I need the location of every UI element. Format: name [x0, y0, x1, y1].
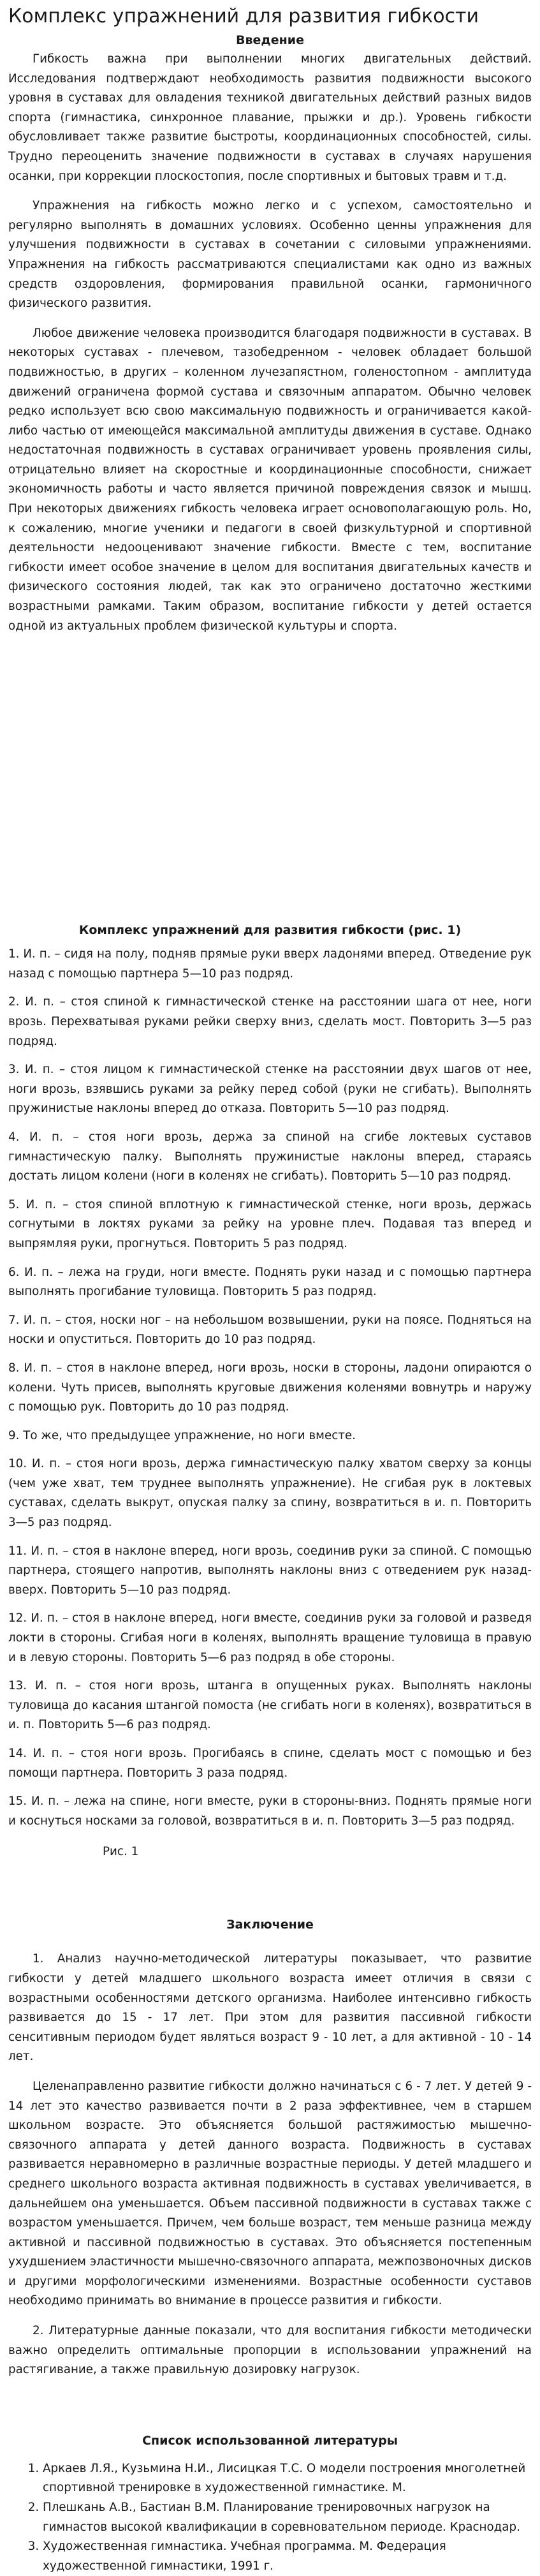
conclusion-heading: Заключение: [226, 1918, 314, 1932]
intro-heading: Введение: [236, 33, 304, 47]
exercise-item: 9. То же, что предыдущее упражнение, но ноги вместе.: [8, 1428, 356, 1442]
exercise-item: 2. И. п. – стоя спиной к гимнастической стенке на расстоянии шага от нее, ноги врозь. Перехватывая руками рейки сверху вниз, сделать мост. Повторить 3—5 раз подряд.: [8, 995, 532, 1048]
exercise-item: 1. И. п. – сидя на полу, подняв прямые руки вверх ладонями вперед. Отведение рук назад с помощью партнера 5—10 раз подряд.: [8, 947, 532, 981]
reference-item: 2. Плешкань А.В., Бастиан В.М. Планирование тренировочных нагрузок на гимнастов высокой квалификации в соревновательном периоде. Краснодар.: [43, 2498, 532, 2537]
exercise-item: 12. И. п. – стоя в наклоне вперед, ноги вместе, соединив руки за головой и разведя локти в стороны. Сгибая ноги в коленях, выполнять вращение туловища в правую и в левую стороны. Повторить 5—6 раз подряд в обе стороны.: [8, 1611, 532, 1664]
blank-space: [8, 646, 532, 921]
intro-paragraph-1: Гибкость важна при выполнении многих двигательных действий. Исследования подтверждают необходимость развития подвижности высокого уровня в суставах для овладения техникой двигательных действий разных видов спорта (гимнастика, синхронное плавание, прыжки и др.). Уровень гибкости обусловливает также развитие быстроты, координационных способностей, силы. Трудно переоценить значение подвижности в суставах в случаях нарушения осанки, при коррекции плоскостопия, после спортивных и бытовых травм и т.д.: [8, 52, 532, 183]
exercise-item: 3. И. п. – стоя лицом к гимнастической стенке на расстоянии двух шагов от нее, ноги врозь, взявшись руками за рейку перед собой (руки не сгибать). Выполнять пружинистые наклоны вперед до отказа. Повторить 5—10 раз подряд.: [8, 1063, 532, 1116]
figure-caption: Рис. 1: [103, 1845, 139, 1859]
references-list: [8, 2459, 532, 2576]
exercise-item: 15. И. п. – лежа на спине, ноги вместе, руки в стороны-вниз. Поднять прямые ноги и коснуться носками за головой, возвратиться в и. п. Повторить 3—5 раз подряд.: [8, 1795, 532, 1828]
references-heading: Список использованной литературы: [142, 2433, 398, 2448]
conclusion-paragraph-1: 1. Анализ научно-методической литературы показывает, что развитие гибкости у детей младшего школьного возраста имеет отличия в связи с возрастными особенностями детского организма. Наиболее интенсивно гибкость развивается до 15 - 17 лет. При этом для развития пассивной гибкости сенситивным периодом будет являться возраст 9 - 10 лет, а для активной - 10 - 14 лет.: [8, 1952, 532, 2064]
exercise-item: 5. И. п. – стоя спиной вплотную к гимнастической стенке, ноги врозь, держась согнутыми в локтях руками за рейку на уровне плеч. Подавая таз вперед и выпрямляя руки, прогнуться. Повторить 5 раз подряд.: [8, 1197, 532, 1250]
exercise-item: 11. И. п. – стоя в наклоне вперед, ноги врозь, соединив руки за спиной. С помощью партнера, стоящего напротив, выполнять наклоны вниз с отведением рук назад-вверх. Повторить 5—10 раз подряд.: [8, 1544, 532, 1597]
exercise-item: 10. И. п. – стоя ноги врозь, держа гимнастическую палку хватом сверху за концы (чем уже хват, тем труднее выполнять упражнение). Не сгибая рук в локтевых суставах, сделать выкрут, опуская палку за спину, возвратиться в и. п. Повторить 3—5 раз подряд.: [8, 1457, 532, 1530]
blank-space: [8, 2390, 532, 2431]
exercise-item: 6. И. п. – лежа на груди, ноги вместе. Поднять руки назад и с помощью партнера выполнять прогибание туловища. Повторить 5 раз подряд.: [8, 1265, 532, 1299]
exercise-item: 13. И. п. – стоя ноги врозь, штанга в опущенных руках. Выполнять наклоны туловища до касания штангой помоста (не сгибать ноги в коленях), возвратиться в и. п. Повторить 5—6 раз подряд.: [8, 1679, 532, 1732]
conclusion-paragraph-2: Целенаправленно развитие гибкости должно начинаться с 6 - 7 лет. У детей 9 - 14 лет это качество развивается почти в 2 раза эффективнее, чем в старшем школьном возрасте. Это объясняется большой растяжимостью мышечно-связочного аппарата у детей данного возраста. Подвижность в суставах развивается неравномерно в различные возрастные периоды. У детей младшего и среднего школьного возраста активная подвижность в суставах увеличивается, в дальнейшем она уменьшается. Объем пассивной подвижности в суставах также с возрастом уменьшается. Причем, чем больше возраст, тем меньше разница между активной и пассивной подвижностью в суставах. Это объясняется постепенным ухудшением эластичности мышечно-связочного аппарата, межпозвоночных дисков и другими морфологическими изменениями. Возрастные особенности суставов необходимо принимать во внимание в процессе развития и гибкости.: [8, 2079, 532, 2308]
exercise-item: 8. И. п. – стоя в наклоне вперед, ноги врозь, носки в стороны, ладони опираются о колени. Чуть присев, выполнять круговые движения коленями вовнутрь и наружу с помощью рук. Повторить до 10 раз подряд.: [8, 1361, 532, 1414]
intro-paragraph-2: Упражнения на гибкость можно легко и с успехом, самостоятельно и регулярно выполнять в домашних условиях. Особенно ценны упражнения для улучшения подвижности в суставах в сочетании с силовыми упражнениями. Упражнения на гибкость рассматриваются специалистами как одно из важных средств оздоровления, формирования правильной осанки, гармоничного физического развития.: [8, 199, 532, 311]
intro-paragraph-3: Любое движение человека производится благодаря подвижности в суставах. В некоторых суставах - плечевом, тазобедренном - человек обладает большой подвижностью, в других – коленном лучезапястном, голеностопном - амплитуда движений ограничена формой сустава и связочным аппаратом. Обычно человек редко использует всю свою максимальную подвижность и ограничивается какой-либо частью от имеющейся максимальной амплитуды движения в суставе. Однако недостаточная подвижность в суставах ограничивает уровень проявления силы, отрицательно влияет на скоростные и координационные способности, снижает экономичность работы и часто является причиной повреждения связок и мышц. При некоторых движениях гибкость человека играет основополагающую роль. Но, к сожалению, многие ученики и педагоги в своей физкультурной и спортивной деятельности недооценивают значение гибкости. Вместе с тем, воспитание гибкости имеет особое значение в целом для воспитания двигательных качеств и физического состояния людей, так как это ограничено достаточно жесткими возрастными рамками. Таким образом, воспитание гибкости у детей остается одной из актуальных проблем физической культуры и спорта.: [8, 326, 532, 633]
reference-item: 3. Художественная гимнастика. Учебная программа. М. Федерация художественной гимнастики, 1991 г.: [43, 2537, 532, 2576]
exercise-item: 4. И. п. – стоя ноги врозь, держа за спиной на сгибе локтевых суставов гимнастическую палку. Выполнять пружинистые наклоны вперед, стараясь достать лицом колени (ноги в коленях не сгибать). Повторить 5—10 раз подряд.: [8, 1130, 532, 1183]
document-title: Комплекс упражнений для развития гибкости: [8, 5, 479, 27]
exercise-item: 14. И. п. – стоя ноги врозь. Прогибаясь в спине, сделать мост с помощью и без помощи партнера. Повторить 3 раза подряд.: [8, 1747, 532, 1780]
exercise-item: 7. И. п. – стоя, носки ног – на небольшом возвышении, руки на поясе. Подняться на носки и опуститься. Повторить до 10 раз подряд.: [8, 1313, 532, 1347]
conclusion-paragraph-3: 2. Литературные данные показали, что для воспитания гибкости методически важно определить оптимальные пропорции в использовании упражнений на растягивание, а также правильную дозировку нагрузок.: [8, 2324, 532, 2377]
reference-item: 1. Аркаев Л.Я., Кузьмина Н.И., Лисицкая Т.С. О модели построения многолетней спортивной тренировке в художественной гимнастике. М.: [43, 2459, 532, 2498]
blank-space: [8, 1862, 532, 1915]
exercises-heading: Комплекс упражнений для развития гибкости (рис. 1): [78, 923, 462, 938]
